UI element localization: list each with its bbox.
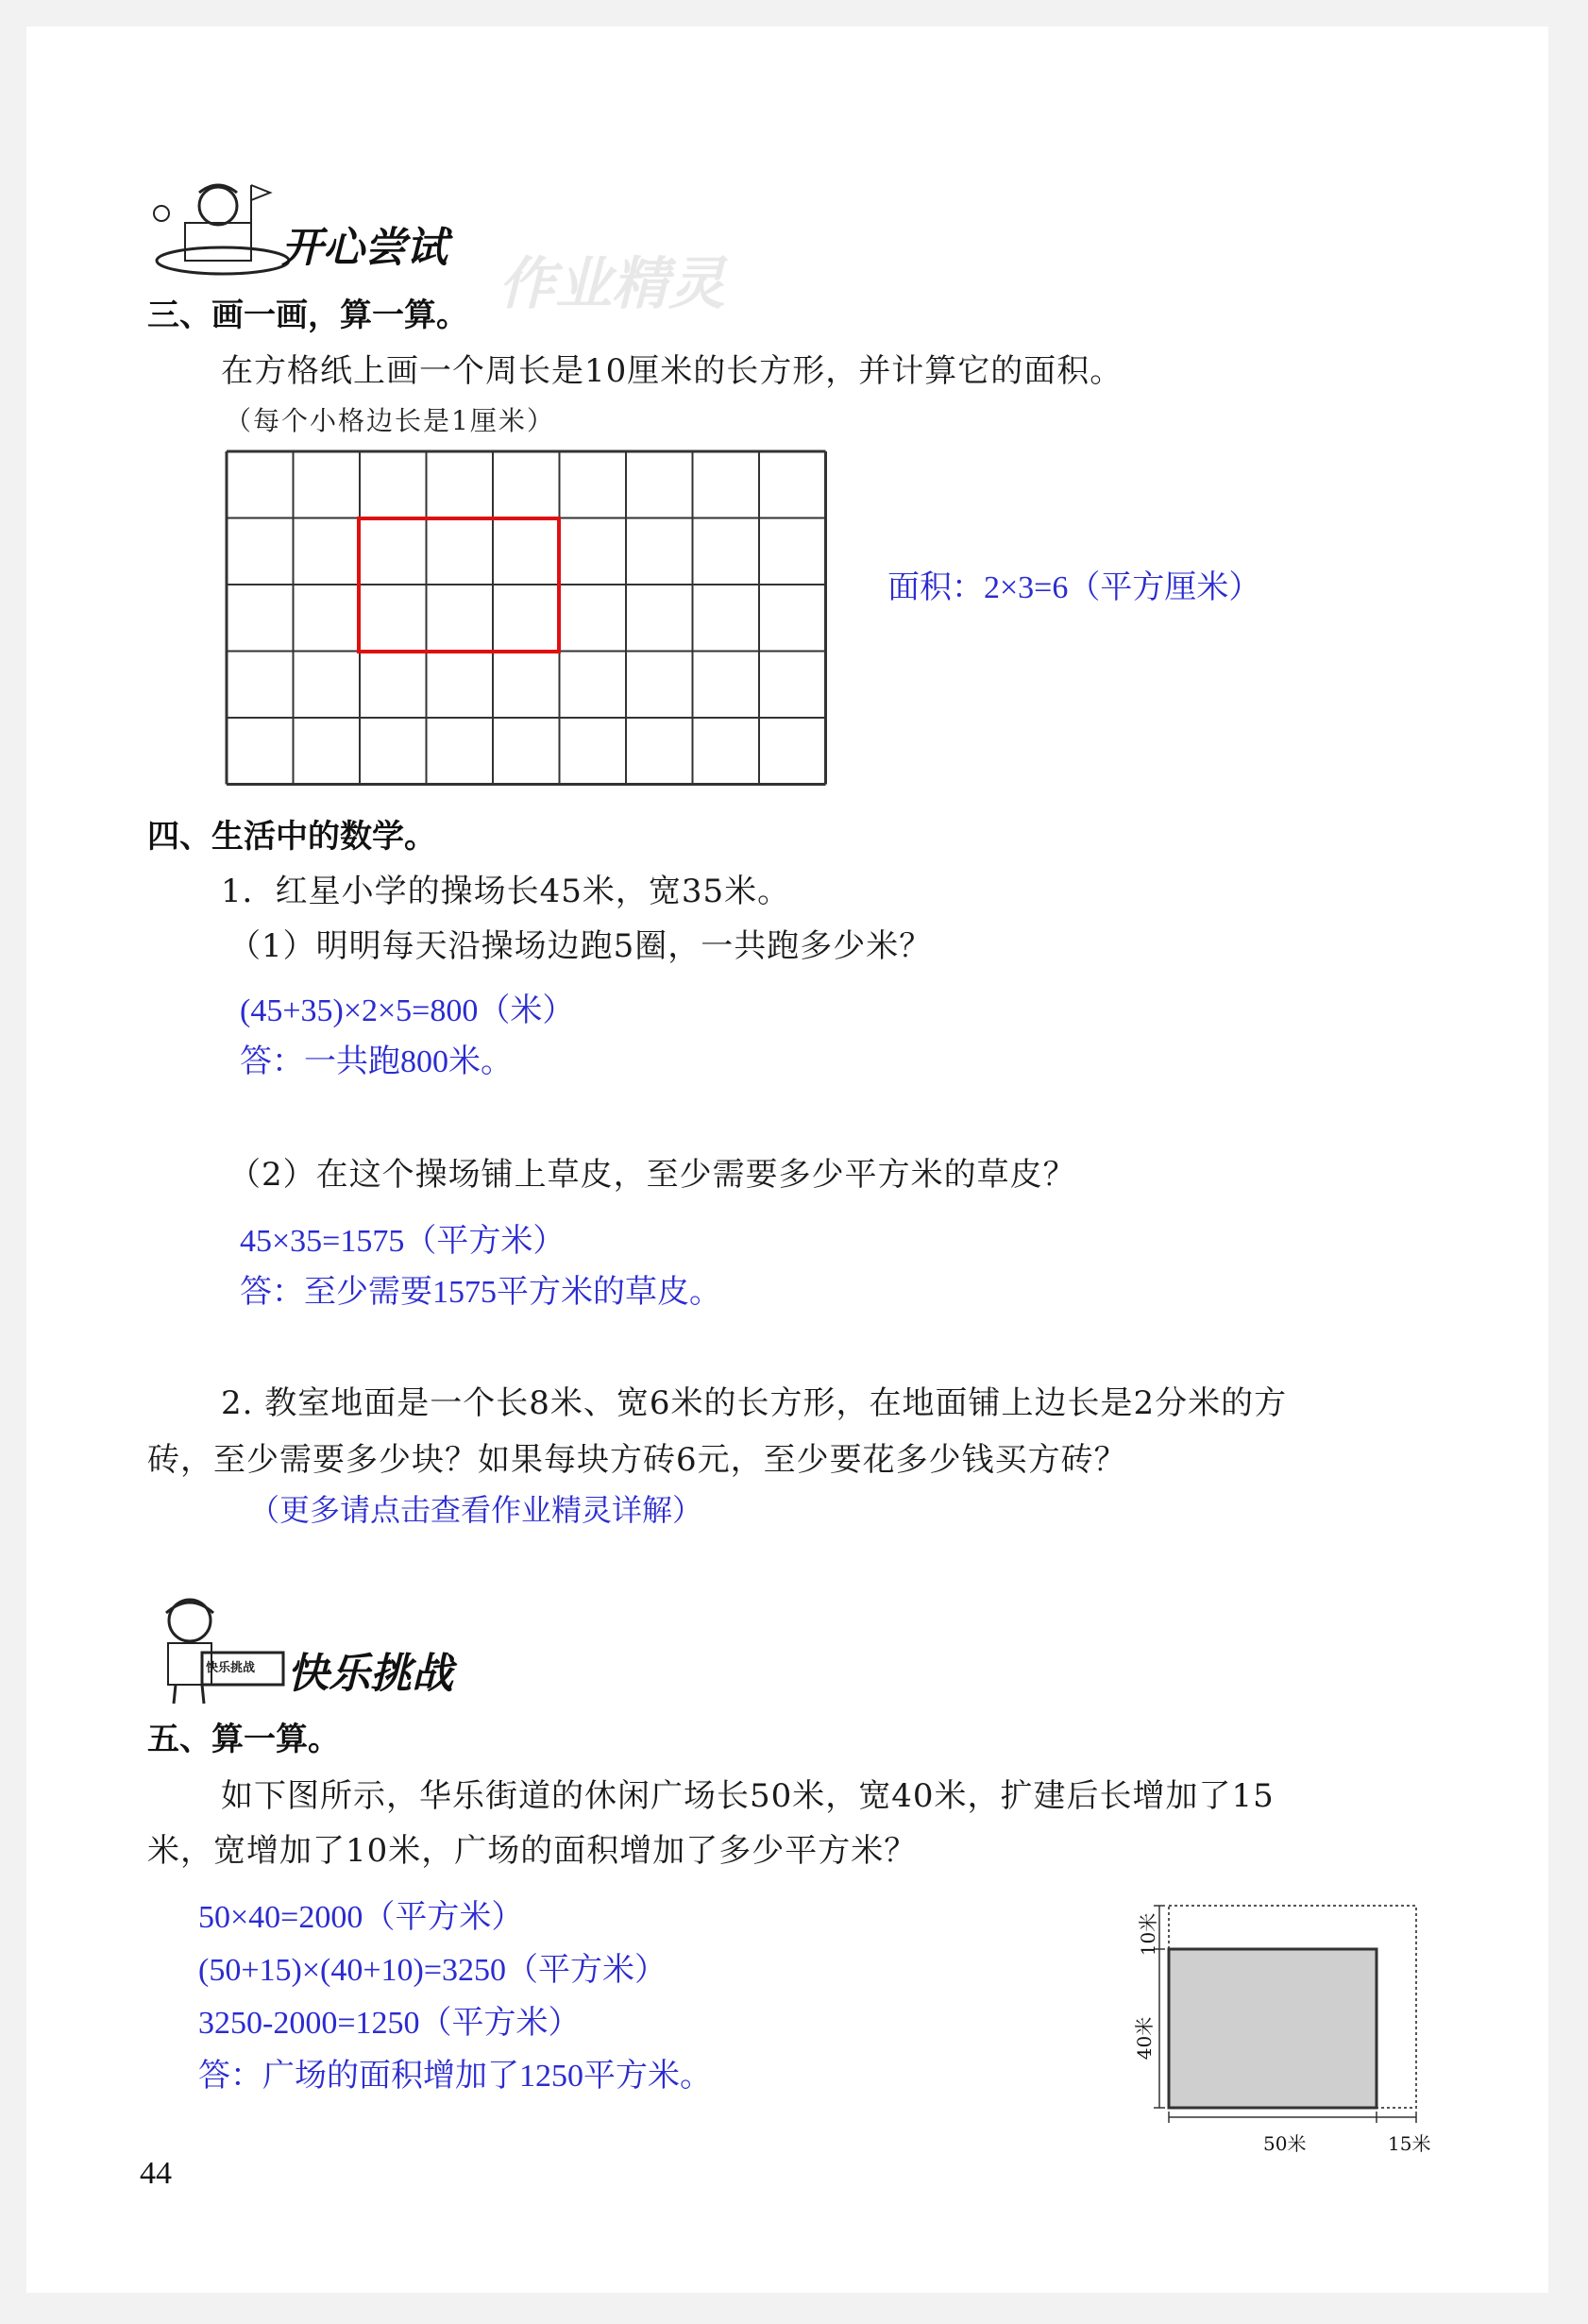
section-title-happy-challenge: 快乐挑战 bbox=[287, 1650, 453, 1698]
question-3-heading: 三、画一画，算一算。 bbox=[147, 297, 468, 334]
question-4-1-text: 1．红星小学的操场长45米，宽35米。 bbox=[221, 873, 791, 910]
question-4-1-2-answer-line1: 45×35=1575（平方米） bbox=[240, 1224, 566, 1259]
figure-label-15m: 15米 bbox=[1388, 2132, 1431, 2155]
watermark: 作业精灵 bbox=[498, 251, 725, 317]
question-5-answer-line2: (50+15)×(40+10)=3250（平方米） bbox=[198, 1953, 667, 1988]
question-5-heading: 五、算一算。 bbox=[147, 1721, 340, 1758]
figure-label-50m: 50米 bbox=[1263, 2132, 1307, 2155]
mascot-sign-badge: 快乐挑战 bbox=[206, 1661, 256, 1675]
question-3-note: （每个小格边长是1厘米） bbox=[225, 405, 555, 436]
original-plaza bbox=[1169, 1949, 1377, 2108]
question-5-text-line1: 如下图所示，华乐街道的休闲广场长50米，宽40米，扩建后长增加了15 bbox=[221, 1777, 1275, 1815]
figure-label-40m: 40米 bbox=[1133, 2016, 1157, 2061]
question-4-1-2-text: （2）在这个操场铺上草皮，至少需要多少平方米的草皮？ bbox=[228, 1156, 1076, 1194]
page bbox=[26, 26, 1548, 2293]
question-4-1-1-text: （1）明明每天沿操场边跑5圈，一共跑多少米？ bbox=[228, 927, 933, 965]
question-5-answer-line4: 答：广场的面积增加了1250平方米。 bbox=[198, 2059, 712, 2094]
question-5-answer-line1: 50×40=2000（平方米） bbox=[198, 1900, 524, 1935]
question-4-heading: 四、生活中的数学。 bbox=[147, 818, 436, 856]
question-5-text-line2: 米，宽增加了10米，广场的面积增加了多少平方米？ bbox=[147, 1832, 918, 1870]
grid-paper bbox=[225, 450, 829, 789]
question-4-2-text-line1: 2. 教室地面是一个长8米、宽6米的长方形，在地面铺上边长是2分米的方 bbox=[221, 1384, 1288, 1422]
question-4-1-2-answer-line2: 答：至少需要1575平方米的草皮。 bbox=[240, 1275, 721, 1310]
figure-label-10m: 10米 bbox=[1137, 1912, 1160, 1957]
more-details-link[interactable]: （更多请点击查看作业精灵详解） bbox=[249, 1493, 703, 1527]
question-4-1-1-answer-line1: (45+35)×2×5=800（米） bbox=[240, 993, 575, 1028]
question-3-answer: 面积：2×3=6（平方厘米） bbox=[887, 570, 1261, 605]
page-number: 44 bbox=[140, 2156, 172, 2191]
question-4-2-text-line2: 砖，至少需要多少块？如果每块方砖6元，至少要花多少钱买方砖？ bbox=[147, 1441, 1127, 1479]
question-3-text: 在方格纸上画一个周长是10厘米的长方形，并计算它的面积。 bbox=[221, 352, 1123, 390]
question-4-1-1-answer-line2: 答：一共跑800米。 bbox=[240, 1044, 513, 1079]
section-title-happy-try: 开心尝试 bbox=[281, 224, 448, 272]
question-5-answer-line3: 3250-2000=1250（平方米） bbox=[198, 2006, 581, 2041]
